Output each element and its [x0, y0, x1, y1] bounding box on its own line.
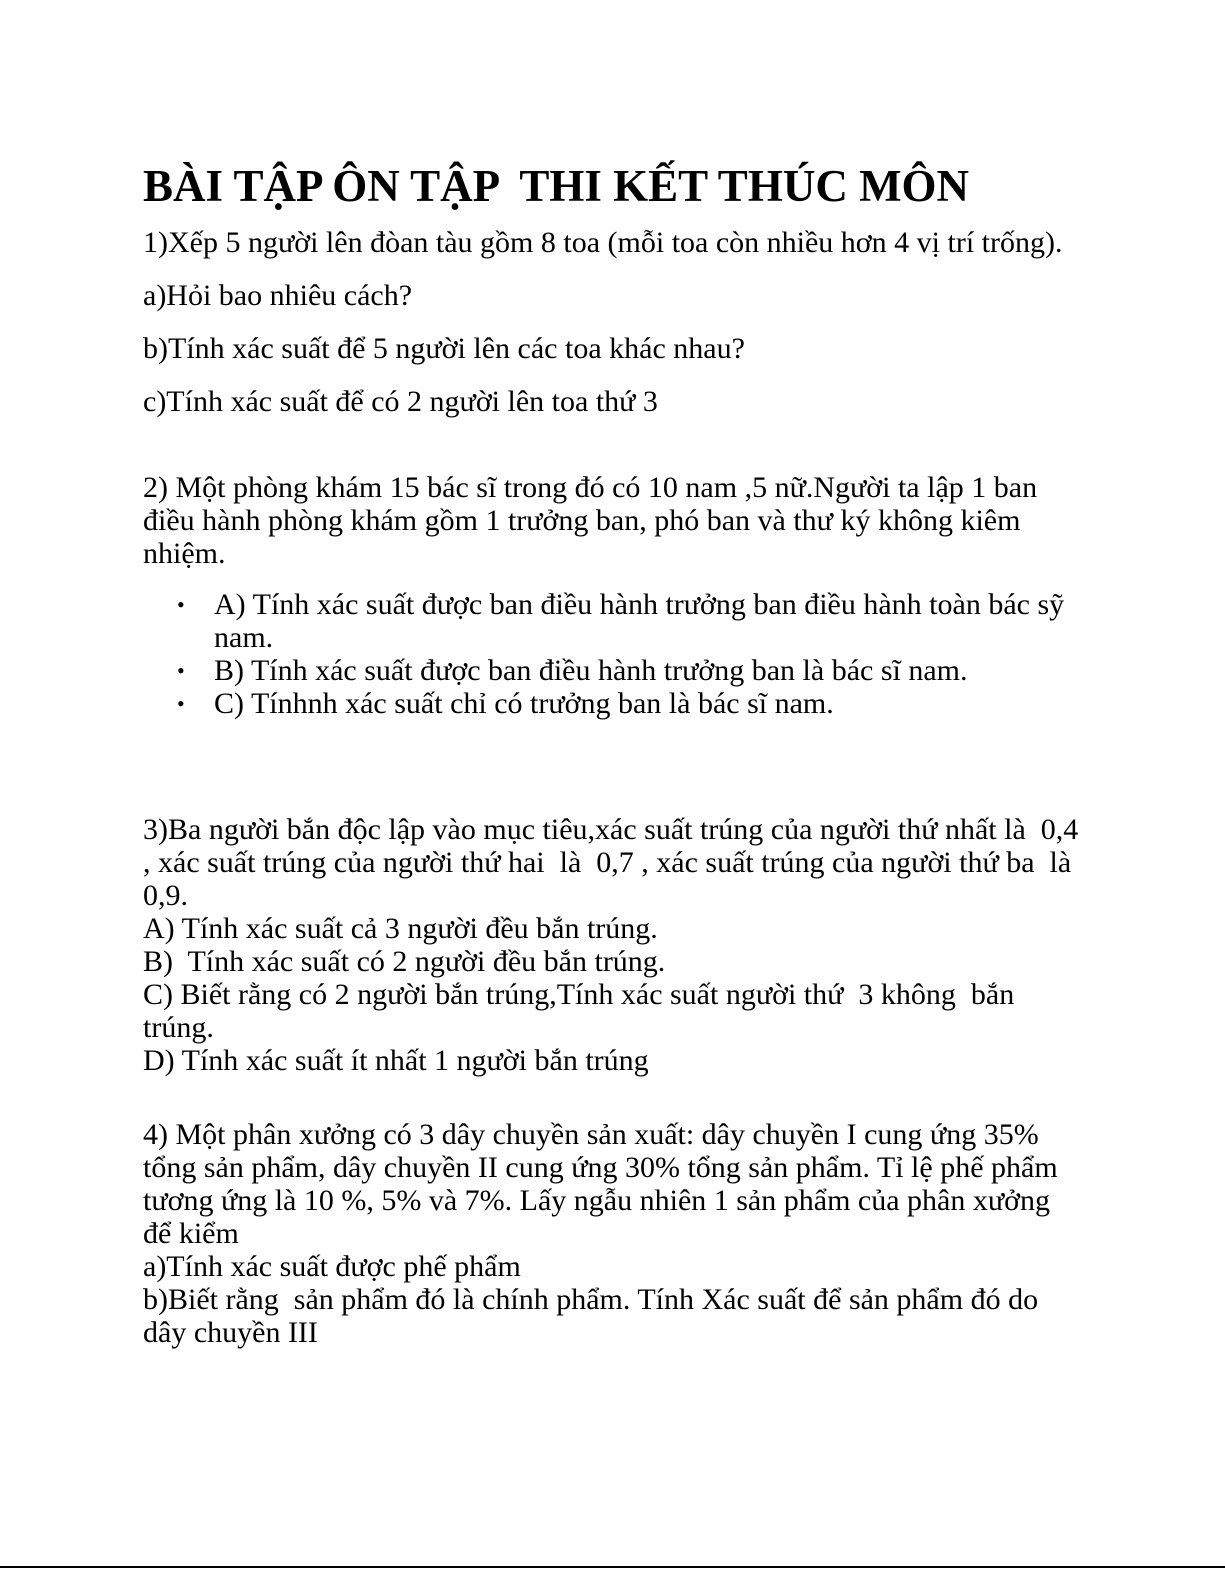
question-3-part-d: D) Tính xác suất ít nhất 1 người bắn trúng	[143, 1044, 649, 1077]
question-4	[143, 1118, 1083, 1349]
bullet-icon: •	[177, 658, 185, 683]
list-item	[143, 654, 1083, 687]
question-3-part-c: C) Biết rằng có 2 người bắn trúng,Tính xác suất người thứ 3 không bắn trúng.	[143, 978, 1022, 1044]
question-4-stem: 4) Một phân xưởng có 3 dây chuyền sản xuất: dây chuyền I cung ứng 35% tổng sản phẩm, dây chuyền II cung ứng 30% tổng sản phẩm. Tỉ lệ phế phẩm tương ứng là 10 %, 5% và 7%. Lấy ngẫu nhiên 1 sản phẩm của phân xưởng để kiểm	[143, 1118, 1066, 1250]
question-2-list	[143, 588, 1083, 720]
question-3-part-b: B) Tính xác suất có 2 người đều bắn trúng.	[143, 945, 666, 978]
question-4-part-a: a)Tính xác suất được phế phẩm	[143, 1250, 521, 1283]
question-1-part-c: c)Tính xác suất để có 2 người lên toa thứ 3	[143, 385, 658, 418]
bullet-icon: •	[177, 592, 185, 617]
list-item	[143, 588, 1083, 654]
question-2	[143, 471, 1083, 720]
question-3-part-a: A) Tính xác suất cả 3 người đều bắn trúng.	[143, 912, 658, 945]
bullet-icon: •	[177, 691, 185, 716]
list-item-text: B) Tính xác suất được ban điều hành trưởng ban là bác sĩ nam.	[214, 654, 968, 687]
question-3	[143, 813, 1087, 1077]
list-item-text: C) Tínhnh xác suất chỉ có trưởng ban là bác sĩ nam.	[214, 687, 834, 720]
document-content	[143, 160, 1087, 1349]
question-4-part-b: b)Biết rằng sản phẩm đó là chính phẩm. Tính Xác suất để sản phẩm đó do dây chuyền III	[143, 1283, 1046, 1349]
question-2-stem: 2) Một phòng khám 15 bác sĩ trong đó có 10 nam ,5 nữ.Người ta lập 1 ban điều hành phòng khám gồm 1 trưởng ban, phó ban và thư ký không kiêm nhiệm.	[143, 471, 1045, 570]
question-1-stem: 1)Xếp 5 người lên đòan tàu gồm 8 toa (mỗi toa còn nhiều hơn 4 vị trí trống).	[143, 226, 1063, 259]
page-bottom-divider	[0, 1566, 1225, 1568]
list-item-text: A) Tính xác suất được ban điều hành trưởng ban điều hành toàn bác sỹ nam.	[214, 588, 1065, 654]
question-1-part-b: b)Tính xác suất để 5 người lên các toa khác nhau?	[143, 332, 745, 365]
question-1	[143, 226, 1083, 418]
question-1-part-a: a)Hỏi bao nhiêu cách?	[143, 279, 413, 312]
question-3-stem: 3)Ba người bắn độc lập vào mục tiêu,xác suất trúng của người thứ nhất là 0,4 , xác suất trúng của người thứ hai là 0,7 , xác suất trúng của người thứ ba là 0,9.	[143, 813, 1087, 912]
list-item	[143, 687, 1083, 720]
page-title: BÀI TẬP ÔN TẬP THI KẾT THÚC MÔN	[143, 161, 970, 211]
